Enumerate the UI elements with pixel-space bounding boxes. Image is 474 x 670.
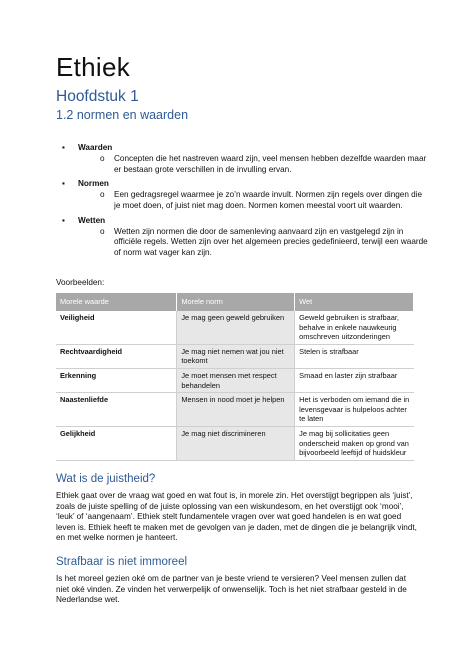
table-cell-value: Veiligheid xyxy=(56,311,177,344)
table-cell-value: Gelijkheid xyxy=(56,426,177,460)
table-cell-norm: Je mag geen geweld gebruiken xyxy=(177,311,295,344)
paragraph-juistheid: Ethiek gaat over de vraag wat goed en wat fout is, in morele zin. Het overstijgt begrippen als ‘juist’, zoals de juiste spelling of de juiste oplossing van een wiskundesom, en het overstijgt ook ‘mooi’, ‘leuk’ of ‘aangenaam’. Ethiek stelt fundamentele vragen over wat goed handelen is en wat goed leven is. Ethiek heeft te maken met de gevolgen van je daden, met de dingen die je belangrijk vindt, en met welke normen je hanteert. xyxy=(56,491,417,543)
bullet-label: Wetten xyxy=(78,215,106,225)
table-row xyxy=(56,426,414,460)
bullet-circle-icon: o xyxy=(100,153,105,163)
table-cell-norm: Je mag niet discrimineren xyxy=(177,426,295,460)
bullet-circle-icon: o xyxy=(100,226,105,236)
document-title: Ethiek xyxy=(56,52,131,82)
table-cell-norm: Je moet mensen met respect behandelen xyxy=(177,368,295,392)
paragraph-strafbaar: Is het moreel gezien oké om de partner van je beste vriend te versieren? Veel mensen zullen dat niet oké vinden. Ze vinden het verwerpelijk of onwenselijk. Toch is het niet strafbaar gesteld in de Nederlandse wet. xyxy=(56,574,407,605)
bullet-square-icon: ▪ xyxy=(62,143,65,152)
bullet-circle-icon: o xyxy=(100,190,105,200)
bullet-item-waarden xyxy=(60,143,430,154)
table-cell-norm: Je mag niet nemen wat jou niet toekomt xyxy=(177,344,295,368)
sub-bullet-item xyxy=(60,190,430,212)
table-cell-law: Geweld gebruiken is strafbaar, behalve in enkele nauwkeurig omschreven uitzonderingen xyxy=(295,311,414,344)
examples-table xyxy=(56,293,414,461)
subheading-strafbaar: Strafbaar is niet immoreel xyxy=(56,556,188,568)
table-cell-value: Rechtvaardigheid xyxy=(56,344,177,368)
bullet-item-wetten xyxy=(60,216,430,227)
definitions-list xyxy=(60,143,430,263)
table-cell-law: Stelen is strafbaar xyxy=(295,344,414,368)
table-header-row xyxy=(56,293,414,311)
sub-bullet-text: Wetten zijn normen die door de samenleving aanvaard zijn en vastgelegd zijn in officiële regels. Wetten zijn over het algemeen precies gedefinieerd, terwijl een waarde of norm wat vager kan zijn. xyxy=(114,226,428,258)
table-row xyxy=(56,368,414,392)
table-row xyxy=(56,344,414,368)
sub-bullet-text: Concepten die het nastreven waard zijn, veel mensen hebben dezelfde waarden maar er bestaan grote verschillen in de invulling ervan. xyxy=(114,153,427,174)
table-row xyxy=(56,393,414,427)
sub-bullet-item xyxy=(60,227,430,259)
table-header-cell: Morele norm xyxy=(177,293,295,311)
table-header-cell: Wet xyxy=(295,293,414,311)
table-cell-norm: Mensen in nood moet je helpen xyxy=(177,393,295,427)
table-cell-value: Erkenning xyxy=(56,368,177,392)
bullet-square-icon: ▪ xyxy=(62,215,65,225)
table-cell-law: Je mag bij sollicitaties geen onderscheid maken op grond van bijvoorbeeld leeftijd of huidskleur xyxy=(295,426,414,460)
bullet-label: Normen xyxy=(78,179,109,189)
table-cell-law: Smaad en laster zijn strafbaar xyxy=(295,368,414,392)
table-cell-law: Het is verboden om iemand die in levensgevaar is hulpeloos achter te laten xyxy=(295,393,414,427)
table-header-cell: Morele waarde xyxy=(56,293,177,311)
bullet-square-icon: ▪ xyxy=(62,179,65,189)
table-row xyxy=(56,311,414,344)
bullet-label: Waarden xyxy=(78,143,113,152)
chapter-heading: Hoofdstuk 1 xyxy=(56,88,139,105)
table-cell-value: Naastenliefde xyxy=(56,393,177,427)
sub-bullet-text: Een gedragsregel waarmee je zo’n waarde invult. Normen zijn regels over dingen die je moet doen, of juist niet mag doen. Normen komen meestal voort uit waarden. xyxy=(114,190,423,210)
section-heading: 1.2 normen en waarden xyxy=(56,108,189,122)
bullet-item-normen xyxy=(60,179,430,190)
sub-bullet-item xyxy=(60,154,430,176)
subheading-juistheid: Wat is de juistheid? xyxy=(56,473,156,485)
examples-label: Voorbeelden: xyxy=(56,278,105,287)
